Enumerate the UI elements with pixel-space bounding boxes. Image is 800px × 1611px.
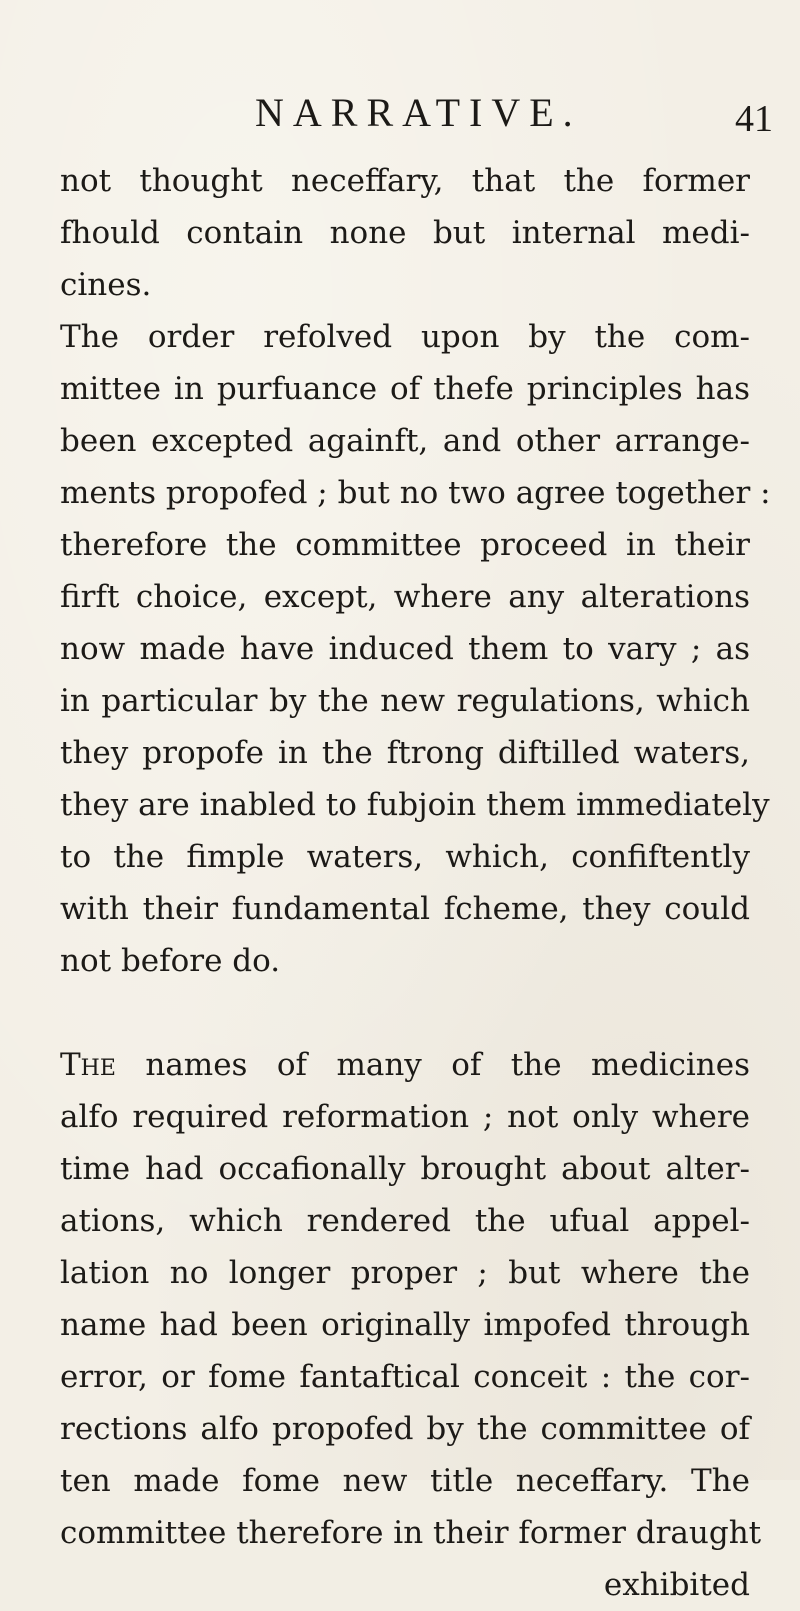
text-line: rections alfo propofed by the committee of (60, 1411, 750, 1447)
text-line: they propofe in the ftrong diftilled waters, (60, 735, 750, 771)
text-line: firft choice, except, where any alterations (60, 579, 750, 615)
text-line: The order refolved upon by the com- (60, 319, 750, 355)
text-line: ations, which rendered the ufual appel- (60, 1203, 750, 1239)
text-line: lation no longer proper ; but where the (60, 1255, 750, 1291)
running-head-title: NARRATIVE. (255, 90, 582, 135)
text-line: been excepted againft, and other arrange- (60, 423, 750, 459)
text-line-with-small-caps (60, 1039, 750, 1091)
text-line: fhould contain none but internal medi- (60, 215, 750, 251)
text-line: time had occafionally brought about alter- (60, 1151, 750, 1187)
text-line: ten made fome new title neceffary. The (60, 1463, 750, 1499)
text-line: they are inabled to fubjoin them immediately (60, 787, 770, 823)
text-line: to the fimple waters, which, confiftently (60, 839, 750, 875)
text-line: name had been originally impofed through (60, 1307, 750, 1343)
text-line: now made have induced them to vary ; as (60, 631, 750, 667)
text-line: not thought neceffary, that the former (60, 163, 750, 199)
first-line-rest: names of many of the medicines (115, 1047, 750, 1083)
text-line: alfo required reformation ; not only where (60, 1099, 750, 1135)
text-line: error, or fome fantaftical conceit : the cor- (60, 1359, 750, 1395)
body-text (60, 155, 771, 1611)
paragraph-gap (60, 987, 750, 1039)
running-head (255, 88, 795, 138)
text-line: in particular by the new regulations, which (60, 683, 750, 719)
catchword: exhibited (603, 1567, 750, 1603)
text-line: mittee in purfuance of thefe principles has (60, 371, 750, 407)
text-line: committee therefore in their former draught (60, 1515, 762, 1551)
text-line: with their fundamental fcheme, they could (60, 891, 750, 927)
text-line: not before do. (60, 943, 281, 979)
page-number: 41 (735, 98, 773, 140)
text-line: ments propofed ; but no two agree together : (60, 475, 771, 511)
text-line: therefore the committee proceed in their (60, 527, 750, 563)
small-caps-opening-word: The (60, 1047, 116, 1083)
text-line: cines. (60, 267, 152, 303)
